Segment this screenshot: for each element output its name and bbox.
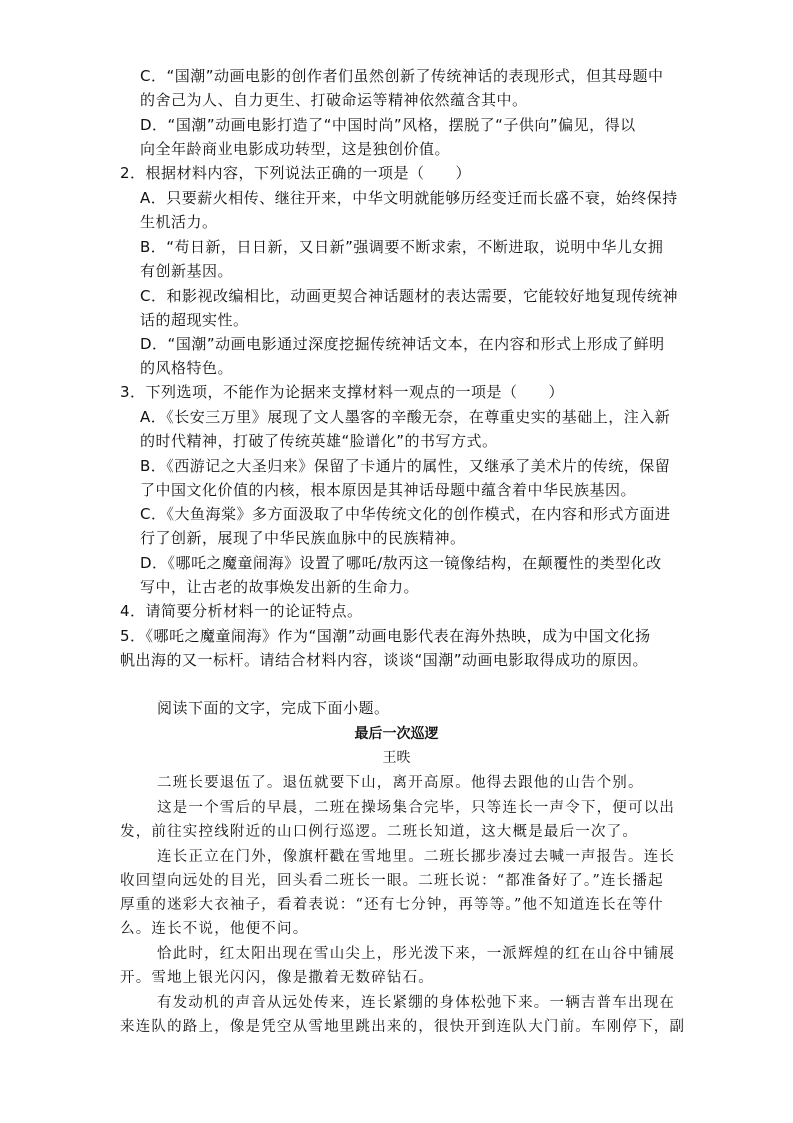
q3-option-c-line1: C．《大鱼海棠》多方面汲取了中华传统文化的创作模式，在内容和形式方面进 xyxy=(140,505,671,523)
q5-stem-line2: 帆出海的又一标杆。请结合材料内容，谈谈“国潮”动画电影取得成功的原因。 xyxy=(120,651,649,669)
story-line: 来连队的路上，像是凭空从雪地里跳出来的，很快开到连队大门前。车刚停下，副 xyxy=(120,1019,686,1035)
q3-option-a-line1: A．《长安三万里》展现了文人墨客的辛酸无奈，在尊重史实的基础上，注入新 xyxy=(140,408,671,426)
q2-option-d-line2: 的风格特色。 xyxy=(140,359,234,377)
q2-stem: 2．根据材料内容，下列说法正确的一项是（ ） xyxy=(120,164,472,182)
story-line: 开。雪地上银光闪闪，像是撒着无数碎钻石。 xyxy=(120,970,434,986)
q3-option-b-line2: 了中国文化价值的内核，根本原因是其神话母题中蕴含着中华民族基因。 xyxy=(140,481,637,499)
q4-stem: 4．请简要分析材料一的论证特点。 xyxy=(120,602,363,620)
q1-option-c-line2: 的舍己为人、自力更生、打破命运等精神依然蕴含其中。 xyxy=(140,91,528,109)
q2-option-b-line1: B．“苟日新，日日新，又日新”强调要不断求索，不断进取，说明中华儿女拥 xyxy=(140,238,664,256)
q2-option-c-line1: C．和影视改编相比，动画更契合神话题材的表达需要，它能较好地复现传统神 xyxy=(140,287,678,305)
q1-option-c-line1: C．“国潮”动画电影的创作者们虽然创新了传统神话的表现形式，但其母题中 xyxy=(140,67,664,85)
story-line: 连长正立在门外，像旗杆戳在雪地里。二班长挪步凑过去喊一声报告。连长 xyxy=(157,849,676,865)
q3-option-d-line1: D．《哪吒之魔童闹海》设置了哪吒/敖丙这一镜像结构，在颠覆性的类型化改 xyxy=(140,554,662,572)
q2-option-a-line1: A．只要薪火相传、继往开来，中华文明就能够历经变迁而长盛不衰，始终保持 xyxy=(140,189,678,207)
reading-instruction: 阅读下面的文字，完成下面小题。 xyxy=(157,699,390,717)
q3-option-d-line2: 写中，让古老的故事焕发出新的生命力。 xyxy=(140,578,420,596)
q5-stem-line1: 5．《哪吒之魔童闹海》作为“国潮”动画电影代表在海外热映，成为中国文化扬 xyxy=(120,627,651,645)
q3-stem: 3．下列选项，不能作为论据来支撑材料一观点的一项是（ ） xyxy=(120,383,565,401)
story-line: 二班长要退伍了。退伍就要下山，离开高原。他得去跟他的山告个别。 xyxy=(157,775,644,791)
q1-option-d-line2: 向全年龄商业电影成功转型，这是独创价值。 xyxy=(140,140,451,158)
story-line: 发，前往实控线附近的山口例行巡逻。二班长知道，这大概是最后一次了。 xyxy=(120,824,639,840)
story-author: 王昳 xyxy=(382,750,411,766)
story-line: 有发动机的声音从远处传来，连长紧绷的身体松弛下来。一辆吉普车出现在 xyxy=(157,995,676,1011)
story-title: 最后一次巡逻 xyxy=(354,726,439,742)
story-line: 收回望向远处的目光，回头看二班长一眼。二班长说：“都准备好了。”连长播起 xyxy=(120,873,664,889)
q2-option-d-line1: D．“国潮”动画电影通过深度挖掘传统神话文本，在内容和形式上形成了鲜明 xyxy=(140,335,665,353)
story-line: 么。连长不说，他便不问。 xyxy=(120,921,309,937)
q2-option-b-line2: 有创新基因。 xyxy=(140,262,234,280)
story-line: 这是一个雪后的早晨，二班在操场集合完毕，只等连长一声令下，便可以出 xyxy=(157,800,676,816)
q3-option-a-line2: 的时代精神，打破了传统英雄“脸谱化”的书写方式。 xyxy=(140,432,498,450)
q3-option-c-line2: 行了创新，展现了中华民族血脉中的民族精神。 xyxy=(140,529,466,547)
story-line: 厚重的迷彩大衣袖子，看着表说：“还有七分钟，再等等。”他不知道连长在等什 xyxy=(120,897,664,913)
q2-option-c-line2: 话的超现实性。 xyxy=(140,311,249,329)
q3-option-b-line1: B．《西游记之大圣归来》保留了卡通片的属性，又继承了美术片的传统，保留 xyxy=(140,457,671,475)
story-line: 恰此时，红太阳出现在雪山尖上，彤光泼下来，一派辉煌的红在山谷中铺展 xyxy=(157,946,676,962)
q2-option-a-line2: 生机活力。 xyxy=(140,213,218,231)
q1-option-d-line1: D．“国潮”动画电影打造了“中国时尚”风格，摆脱了“子供向”偏见，得以 xyxy=(140,116,636,134)
